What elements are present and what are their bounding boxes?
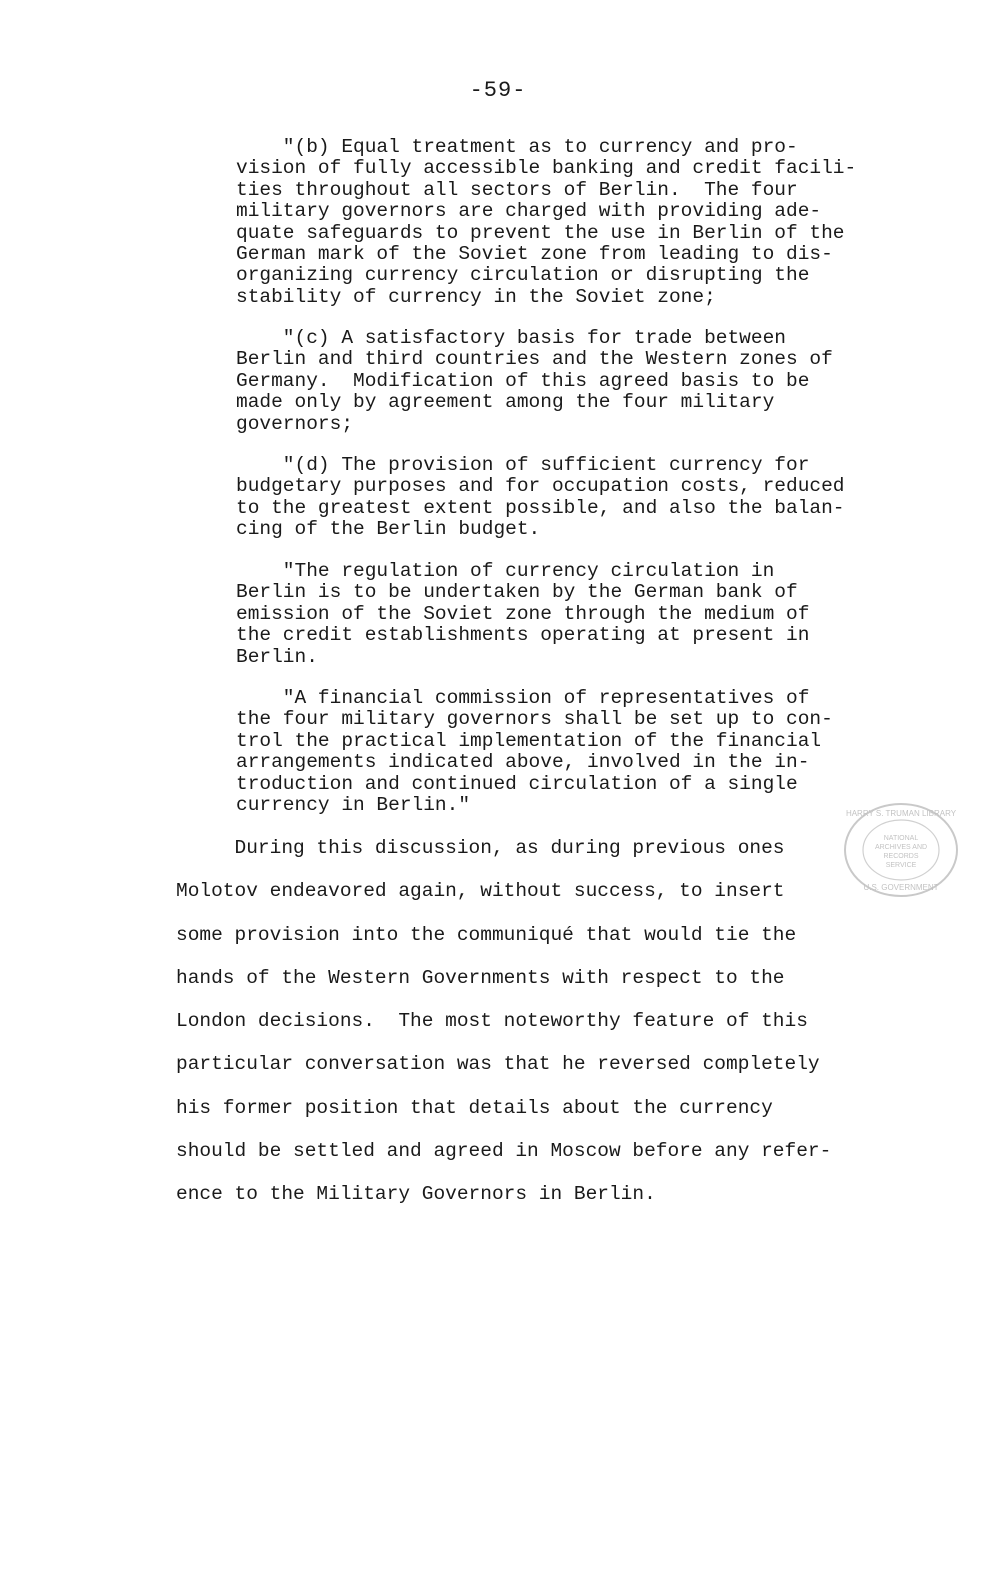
text-line: "A financial commission of representatives of <box>236 687 810 709</box>
text-line: arrangements indicated above, involved in the in- <box>236 751 810 774</box>
text-line: the four military governors shall be set up to con- <box>236 708 833 731</box>
stamp-center-line: NATIONAL <box>883 835 919 842</box>
text-line: military governors are charged with providing ade- <box>236 200 822 223</box>
quote-paragraph-d <box>236 455 916 541</box>
text-line: Berlin is to be undertaken by the German bank of <box>236 581 798 604</box>
text-line: "(b) Equal treatment as to currency and pro- <box>236 136 798 158</box>
stamp-center-line: RECORDS <box>883 853 919 860</box>
stamp-ring-text: HARRY S. TRUMAN LIBRARY <box>845 809 957 818</box>
text-line: troduction and continued circulation of a single <box>236 772 798 795</box>
body-paragraph <box>176 827 919 1217</box>
text-line: governors; <box>236 412 354 435</box>
stamp-center-line: SERVICE <box>885 862 917 869</box>
stamp-center-line: ARCHIVES AND <box>874 844 928 851</box>
text-line: Molotov endeavored again, without success, to insert <box>176 880 785 903</box>
text-line: "(d) The provision of sufficient currency for <box>236 454 810 476</box>
text-line: "The regulation of currency circulation in <box>236 560 775 582</box>
text-line: quate safeguards to prevent the use in Berlin of the <box>236 221 845 244</box>
text-line: emission of the Soviet zone through the medium of <box>236 602 810 625</box>
text-line: to the greatest extent possible, and also the balan- <box>236 496 845 519</box>
quote-paragraph-c <box>236 328 916 435</box>
text-line: "(c) A satisfactory basis for trade between <box>236 327 786 349</box>
page-number: -59- <box>469 78 527 103</box>
quote-paragraph-b <box>236 137 916 308</box>
text-line: ties throughout all sectors of Berlin. The four <box>236 178 798 201</box>
text-line: made only by agreement among the four military <box>236 391 775 414</box>
text-line: organizing currency circulation or disrupting the <box>236 264 810 287</box>
text-line: Berlin. <box>236 645 318 668</box>
text-line: should be settled and agreed in Moscow before any refer- <box>176 1140 832 1163</box>
text-line: the credit establishments operating at present in <box>236 624 810 647</box>
text-line: trol the practical implementation of the financial <box>236 729 822 752</box>
text-line: Germany. Modification of this agreed basis to be <box>236 369 810 392</box>
text-line: During this discussion, as during previous ones <box>176 837 785 859</box>
text-line: cing of the Berlin budget. <box>236 518 541 541</box>
text-line: currency in Berlin." <box>236 794 471 817</box>
stamp-bottom-text: U.S. GOVERNMENT <box>863 883 939 892</box>
text-line: German mark of the Soviet zone from leading to dis- <box>236 243 833 266</box>
quote-paragraph-regulation <box>236 561 916 668</box>
archive-stamp-icon <box>842 800 960 900</box>
text-line: London decisions. The most noteworthy feature of this <box>176 1010 808 1033</box>
text-line: vision of fully accessible banking and credit facili- <box>236 157 857 180</box>
text-line: budgetary purposes and for occupation costs, reduced <box>236 475 845 498</box>
text-line: stability of currency in the Soviet zone; <box>236 285 716 308</box>
text-line: particular conversation was that he reversed completely <box>176 1053 820 1076</box>
text-line: Berlin and third countries and the Western zones of <box>236 348 833 371</box>
quote-paragraph-commission <box>236 688 916 816</box>
text-line: ence to the Military Governors in Berlin. <box>176 1183 656 1206</box>
text-line: some provision into the communiqué that would tie the <box>176 923 797 946</box>
text-line: his former position that details about the currency <box>176 1096 773 1119</box>
text-line: hands of the Western Governments with respect to the <box>176 966 785 989</box>
